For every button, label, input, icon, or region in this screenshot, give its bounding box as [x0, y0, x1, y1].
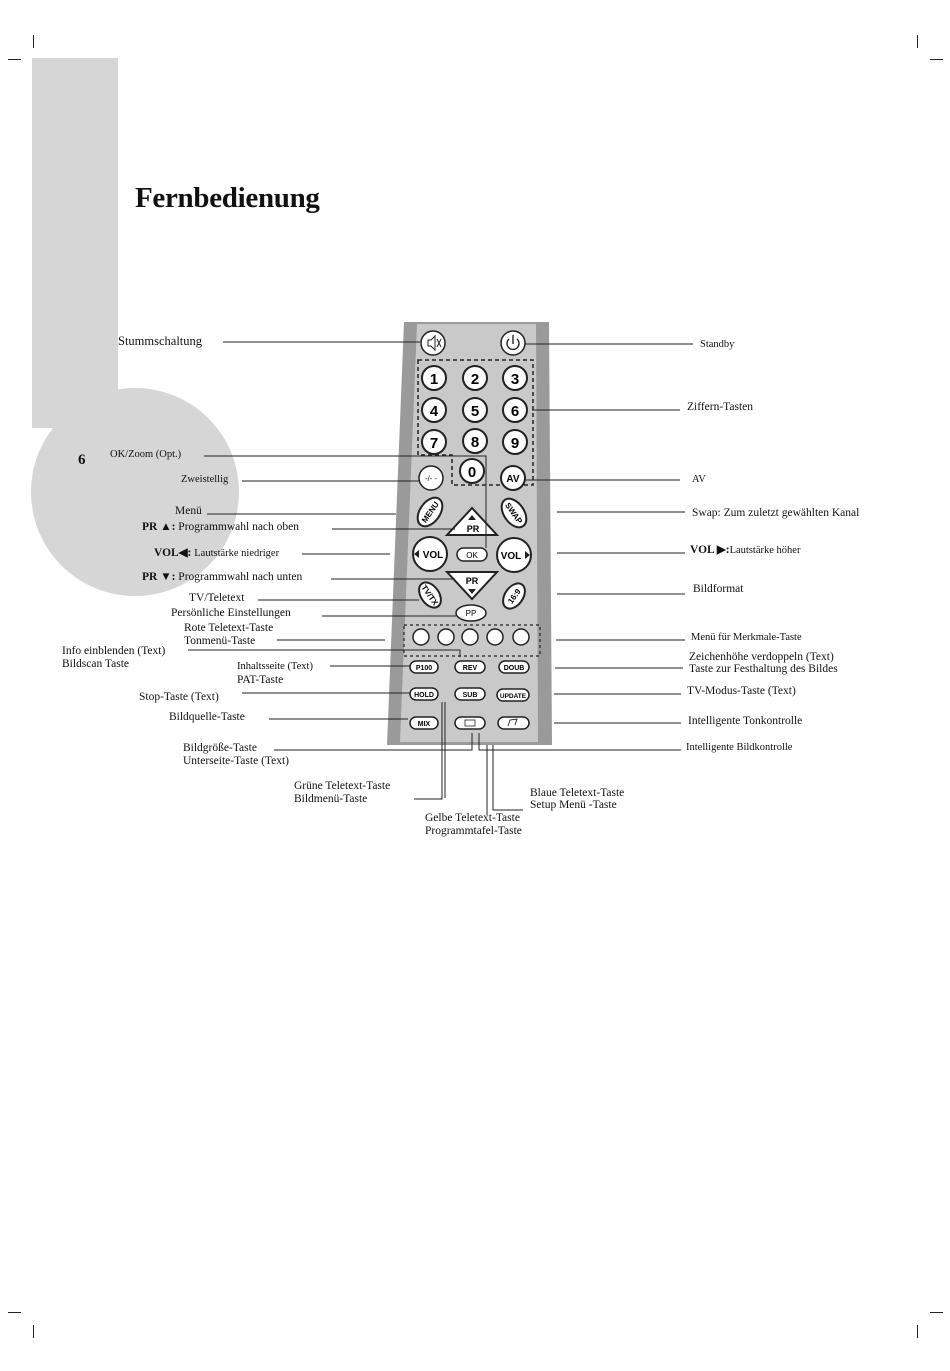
svg-text:DOUB: DOUB: [503, 665, 525, 672]
svg-text:MIX: MIX: [417, 721, 431, 728]
label-menu: Menü: [175, 505, 202, 517]
page-number: 6: [78, 452, 86, 468]
pp-button: [456, 605, 486, 621]
label-personal-settings: Persönliche Einstellungen: [171, 607, 291, 619]
svg-text:HOLD: HOLD: [414, 692, 434, 699]
picture-mode-button: [455, 717, 485, 729]
label-green-teletext: Grüne Teletext-Taste: [294, 780, 391, 792]
vol-down-button: [413, 537, 447, 571]
label-picture-format: Bildformat: [693, 583, 744, 595]
label-av: AV: [692, 474, 706, 485]
label-info-display: Info einblenden (Text): [62, 645, 166, 657]
label-pr-down-key: PR ▼:: [142, 571, 176, 583]
svg-text:PR: PR: [466, 524, 480, 534]
label-smart-picture: Intelligente Bildkontrolle: [686, 742, 793, 753]
label-double-height: Zeichenhöhe verdoppeln (Text): [689, 651, 834, 663]
green-teletext-button: [438, 629, 454, 645]
label-features-menu: Menü für Merkmale-Taste: [691, 632, 802, 643]
label-picture-size: Bildgröße-Taste: [183, 742, 257, 754]
svg-text:0: 0: [467, 464, 477, 481]
svg-text:PR: PR: [465, 576, 479, 586]
mix-button: [410, 717, 438, 729]
label-pr-down: [142, 571, 302, 584]
label-vol-up-key: VOL ▶:: [690, 544, 730, 556]
label-smart-sound: Intelligente Tonkontrolle: [688, 715, 803, 727]
label-setup-menu: Setup Menü -Taste: [530, 799, 617, 811]
label-swap: Swap: Zum zuletzt gewählten Kanal: [692, 507, 860, 519]
page-title: Fernbedienung: [135, 182, 320, 214]
label-index-page: Inhaltsseite (Text): [237, 661, 313, 672]
svg-text:REV: REV: [462, 665, 478, 672]
label-two-digit: Zweistellig: [181, 474, 229, 485]
svg-text:5: 5: [470, 403, 480, 420]
svg-text:SUB: SUB: [462, 692, 478, 699]
digit-5-button: [463, 398, 487, 422]
svg-text:9: 9: [510, 435, 520, 452]
label-tv-mode: TV-Modus-Taste (Text): [687, 685, 796, 697]
svg-text:7: 7: [429, 435, 439, 452]
svg-text:VOL: VOL: [422, 550, 444, 561]
svg-text:-/- -: -/- -: [425, 474, 437, 483]
sub-button: [455, 688, 485, 700]
label-stop: Stop-Taste (Text): [139, 691, 219, 703]
label-pr-up-key: PR ▲:: [142, 521, 176, 533]
yellow-teletext-button: [462, 629, 478, 645]
label-picture-menu: Bildmenü-Taste: [294, 793, 368, 805]
rev-button: [455, 661, 485, 673]
digit-8-button: [463, 429, 487, 453]
label-picture-scan: Bildscan Taste: [62, 658, 130, 670]
label-sound-menu: Tonmenü-Taste: [184, 635, 256, 647]
label-program-table: Programmtafel-Taste: [425, 825, 522, 837]
label-vol-down-text: Lautstärke niedriger: [194, 548, 280, 559]
standby-button: [501, 331, 525, 355]
svg-text:MENU: MENU: [419, 500, 441, 525]
label-mute: Stummschaltung: [118, 334, 203, 348]
digit-4-button: [422, 398, 446, 422]
digit-9-button: [503, 430, 527, 454]
label-vol-down: [154, 547, 279, 560]
svg-text:16:9: 16:9: [506, 587, 523, 606]
svg-text:1: 1: [429, 371, 439, 388]
svg-text:UPDATE: UPDATE: [499, 693, 527, 700]
label-pat: PAT-Taste: [237, 674, 284, 686]
svg-text:PP: PP: [465, 609, 477, 618]
digit-7-button: [422, 430, 446, 454]
mute-button: [421, 331, 445, 355]
label-standby: Standby: [700, 339, 735, 350]
svg-text:AV: AV: [506, 474, 520, 485]
digit-3-button: [503, 366, 527, 390]
svg-text:P100: P100: [415, 665, 433, 672]
svg-text:4: 4: [429, 403, 439, 420]
svg-text:TV/TX: TV/TX: [419, 583, 440, 608]
label-subpage: Unterseite-Taste (Text): [183, 755, 289, 767]
digit-0-button: [460, 459, 484, 483]
label-picture-source: Bildquelle-Taste: [169, 711, 245, 723]
svg-text:2: 2: [470, 371, 480, 388]
svg-text:VOL: VOL: [500, 551, 522, 562]
digit-2-button: [463, 366, 487, 390]
svg-text:OK: OK: [466, 551, 478, 560]
av-button: [501, 466, 525, 490]
label-red-teletext: Rote Teletext-Taste: [184, 622, 274, 634]
label-vol-up: [690, 544, 800, 557]
digit-1-button: [422, 366, 446, 390]
update-button: [497, 689, 529, 701]
label-vol-down-key: VOL◀:: [154, 547, 192, 559]
label-pr-up: [142, 521, 299, 534]
label-pr-down-text: Programmwahl nach unten: [178, 571, 303, 583]
svg-text:6: 6: [510, 403, 520, 420]
features-menu-button: [513, 629, 529, 645]
ok-button: [457, 548, 487, 561]
label-vol-up-text: Lautstärke höher: [729, 545, 801, 556]
svg-text:SWAP: SWAP: [503, 501, 525, 526]
label-pr-up-text: Programmwahl nach oben: [178, 521, 300, 533]
svg-text:8: 8: [470, 434, 480, 451]
red-teletext-button: [413, 629, 429, 645]
two-digit-button: [419, 466, 443, 490]
svg-text:3: 3: [510, 371, 520, 388]
label-blue-teletext: Blaue Teletext-Taste: [530, 787, 625, 799]
label-freeze: Taste zur Festhaltung des Bildes: [689, 663, 838, 675]
p100-button: [410, 661, 438, 673]
blue-teletext-button: [487, 629, 503, 645]
doub-button: [499, 661, 529, 673]
label-yellow-teletext: Gelbe Teletext-Taste: [425, 812, 520, 824]
label-ok-zoom: OK/Zoom (Opt.): [110, 449, 182, 460]
vol-up-button: [497, 538, 531, 572]
hold-button: [410, 688, 438, 700]
digit-6-button: [503, 398, 527, 422]
label-digit-keys: Ziffern-Tasten: [687, 401, 754, 413]
sound-mode-button: [498, 717, 529, 729]
label-tv-teletext: TV/Teletext: [189, 592, 245, 604]
